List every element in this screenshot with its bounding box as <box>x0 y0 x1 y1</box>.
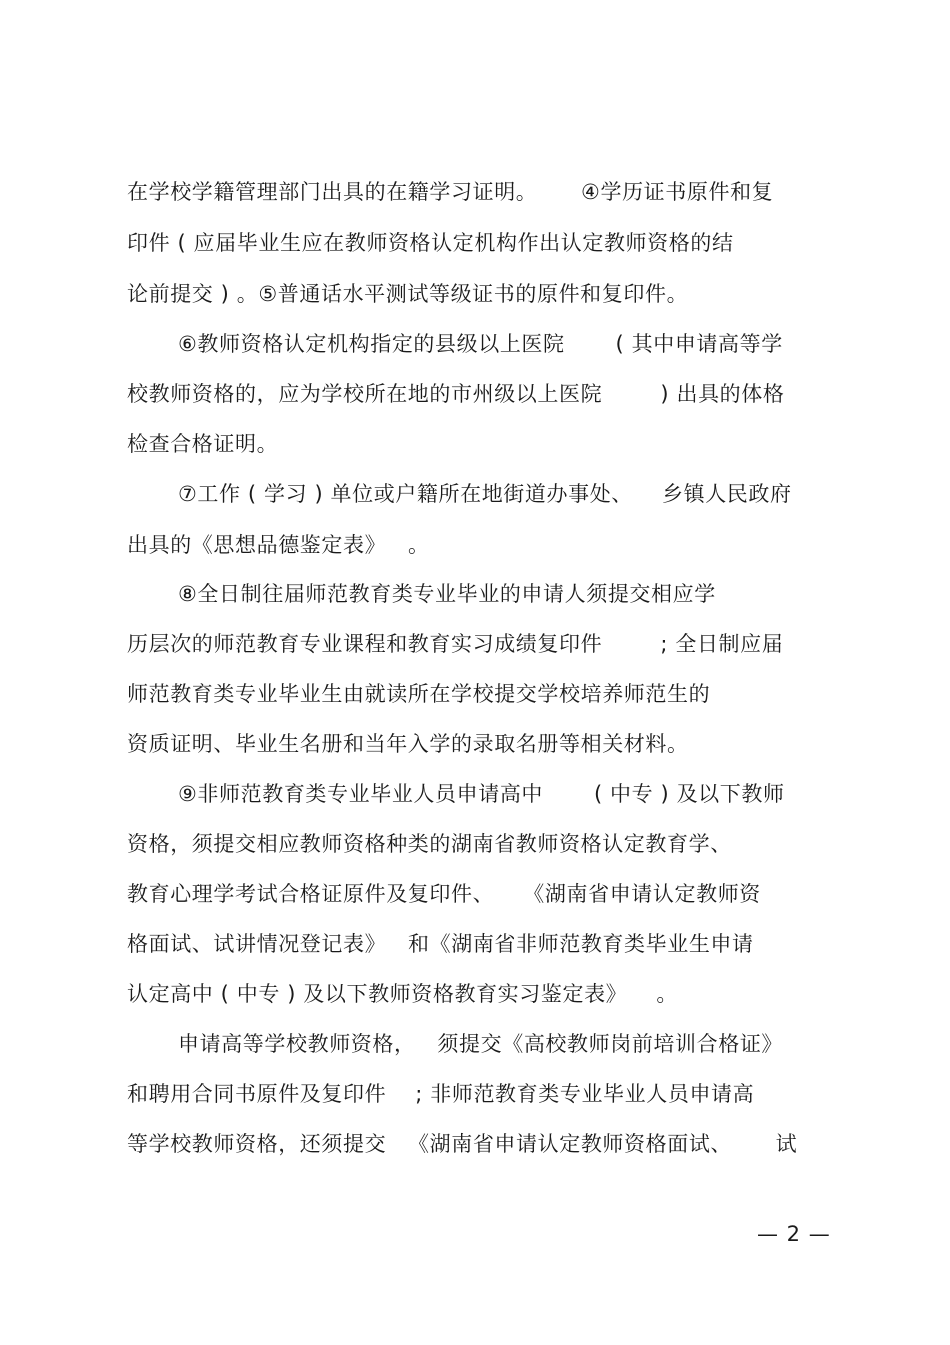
body-line: 出具的《思想品德鉴定表》 。 <box>127 533 430 557</box>
paragraph-start-line: 申请高等学校教师资格， 须提交《高校教师岗前培训合格证》 <box>178 1032 784 1056</box>
body-line: 等学校教师资格，还须提交 《湖南省申请认定教师资格面试、 试 <box>127 1132 798 1156</box>
body-line: 资质证明、毕业生名册和当年入学的录取名册等相关材料。 <box>127 732 689 756</box>
body-line: 印件 ( 应届毕业生应在教师资格认定机构作出认定教师资格的结 <box>127 231 734 255</box>
body-line: 论前提交 ) 。⑤普通话水平测试等级证书的原件和复印件。 <box>127 282 689 306</box>
body-line: 资格，须提交相应教师资格种类的湖南省教师资格认定教育学、 <box>127 832 732 856</box>
body-line: 格面试、试讲情况登记表》 和《湖南省非师范教育类毕业生申请 <box>127 932 754 956</box>
body-line: 和聘用合同书原件及复印件 ; 非师范教育类专业毕业人员申请高 <box>127 1082 755 1106</box>
paragraph-start-line: ⑦工作 ( 学习 ) 单位或户籍所在地街道办事处、 乡镇人民政府 <box>178 482 792 506</box>
page-number: — 2 — <box>757 1222 831 1246</box>
paragraph-start-line: ⑨非师范教育类专业毕业人员申请高中 ( 中专 ) 及以下教师 <box>178 782 785 806</box>
body-line: 认定高中 ( 中专 ) 及以下教师资格教育实习鉴定表》 。 <box>127 982 678 1006</box>
body-line: 校教师资格的，应为学校所在地的市州级以上医院 ) 出具的体格 <box>127 382 785 406</box>
body-line: 教育心理学考试合格证原件及复印件、 《湖南省申请认定教师资 <box>127 882 761 906</box>
body-line: 师范教育类专业毕业生由就读所在学校提交学校培养师范生的 <box>127 682 711 706</box>
body-line: 检查合格证明。 <box>127 432 279 456</box>
paragraph-start-line: ⑧全日制往届师范教育类专业毕业的申请人须提交相应学 <box>178 582 716 606</box>
paragraph-start-line: ⑥教师资格认定机构指定的县级以上医院 ( 其中申请高等学 <box>178 332 783 356</box>
body-line: 在学校学籍管理部门出具的在籍学习证明。 ④学历证书原件和复 <box>127 180 774 204</box>
body-line: 历层次的师范教育专业课程和教育实习成绩复印件 ; 全日制应届 <box>127 632 784 656</box>
